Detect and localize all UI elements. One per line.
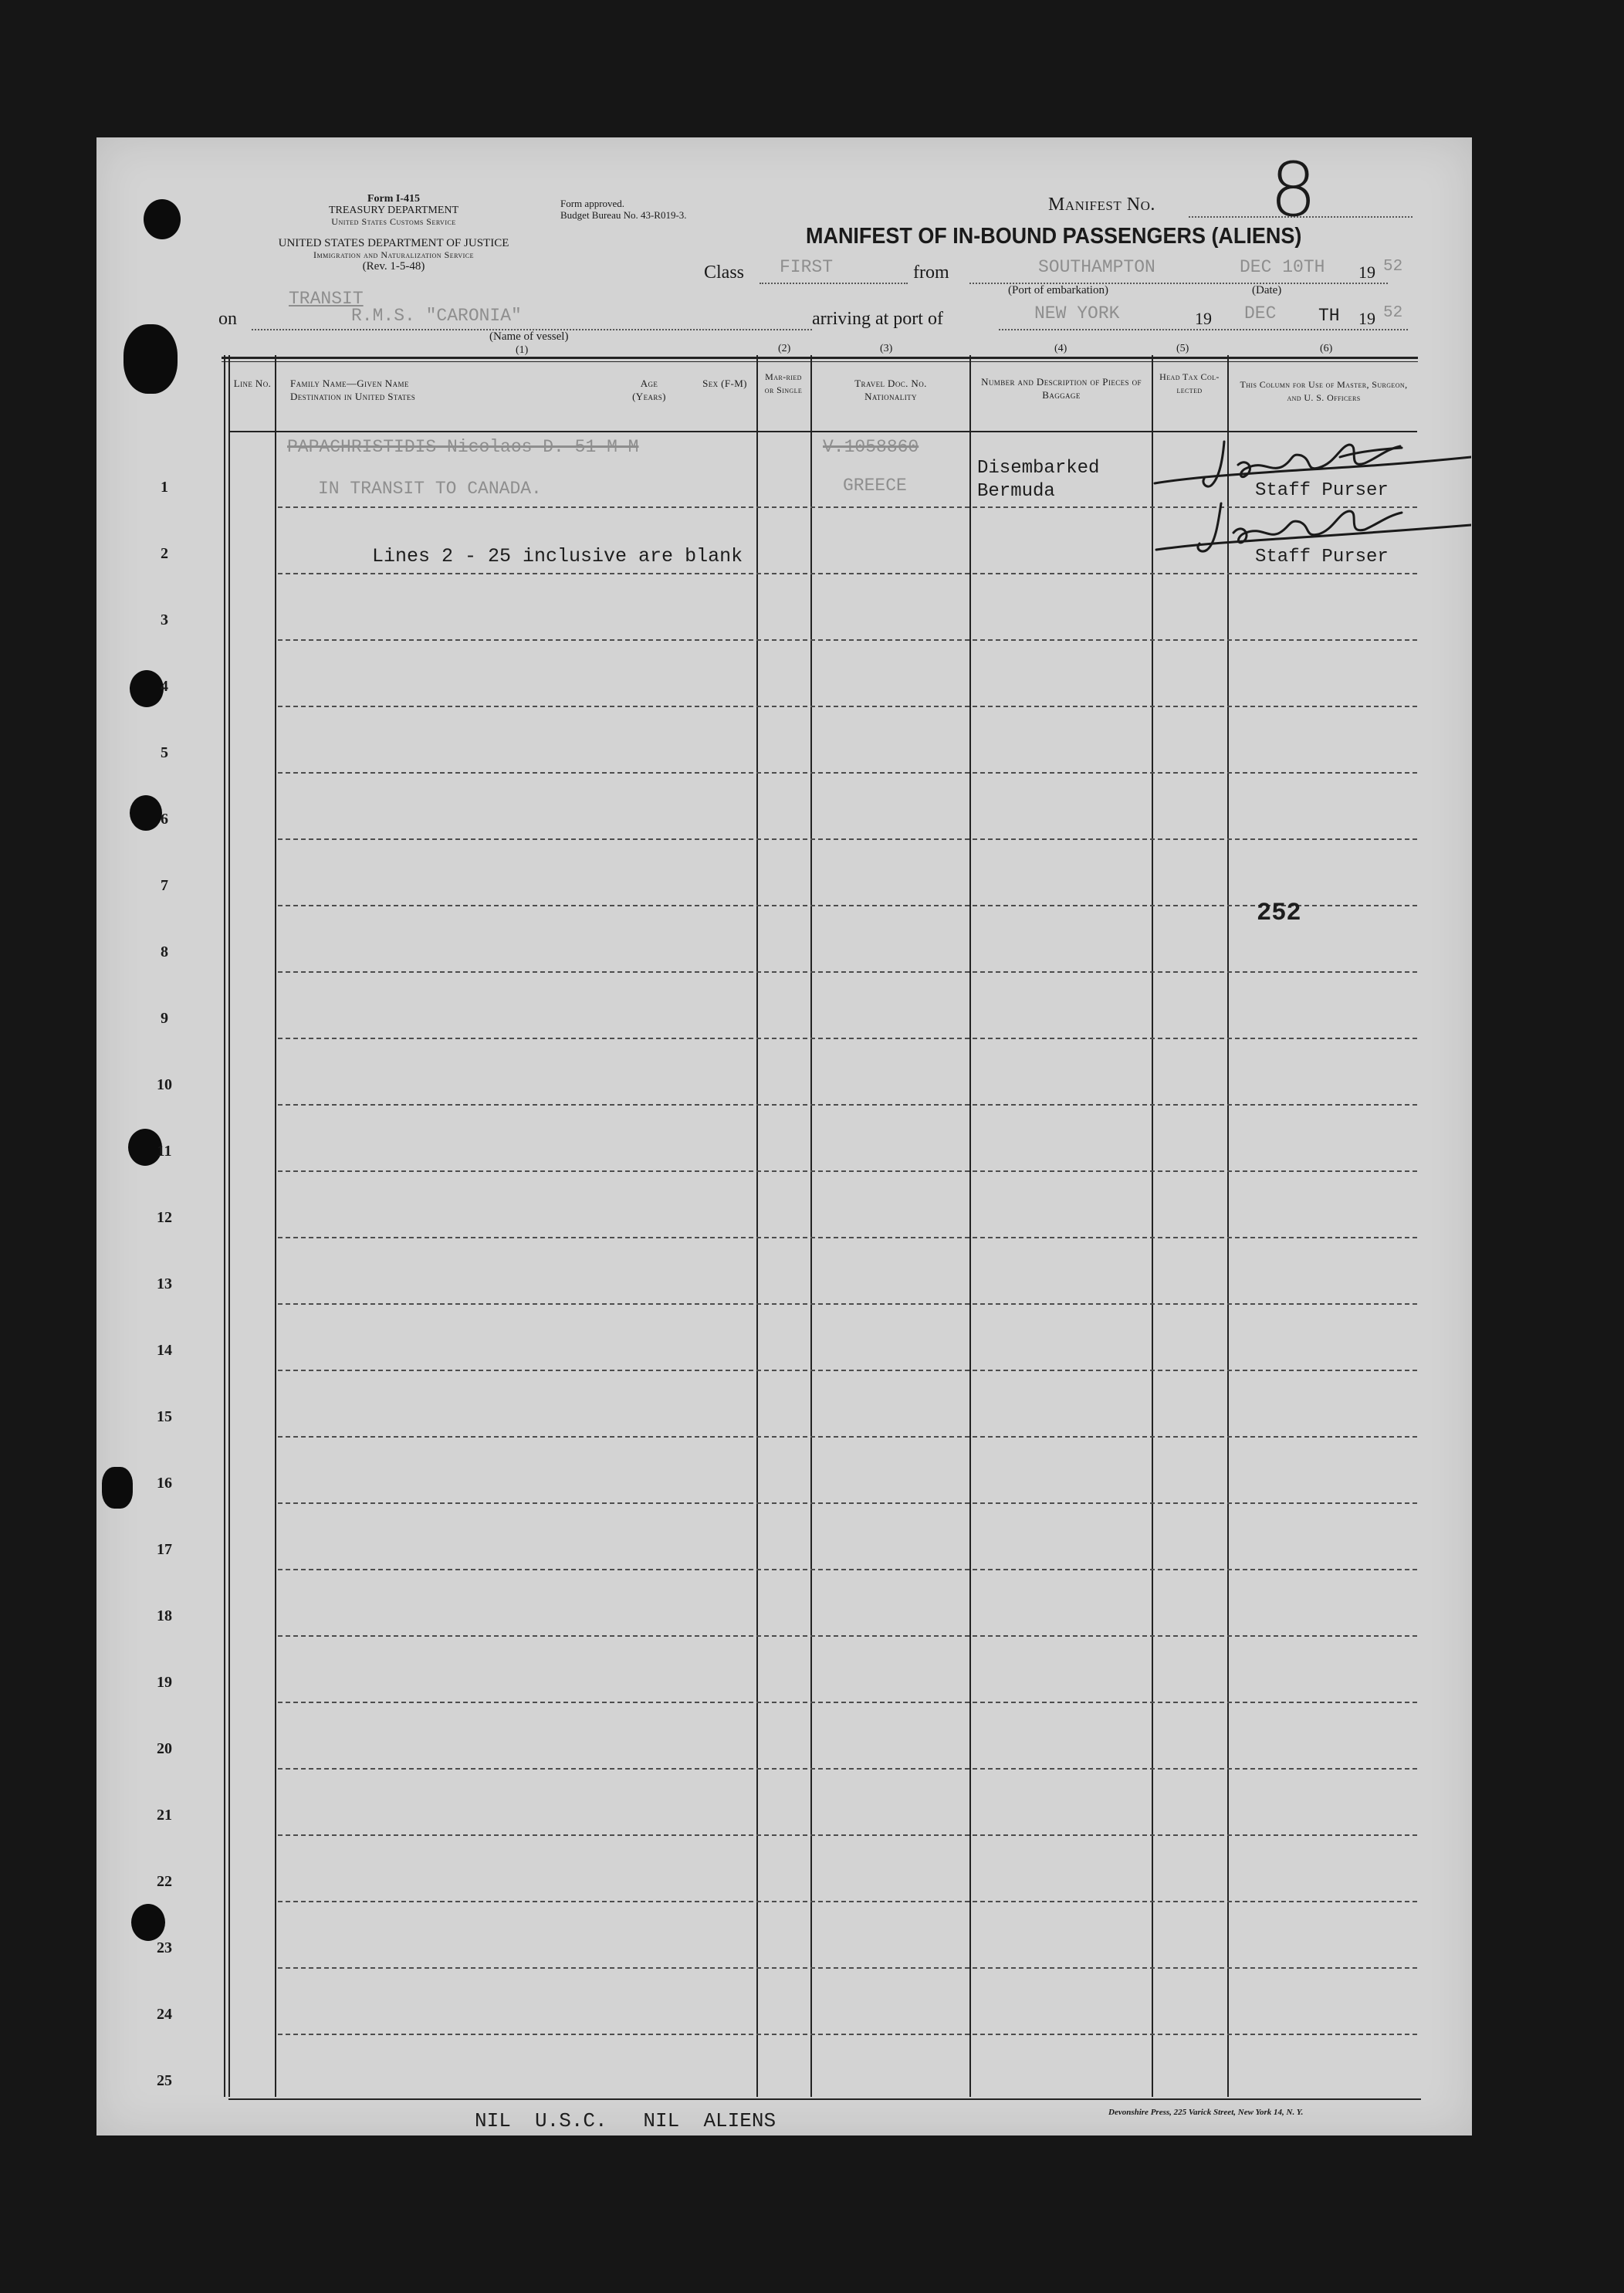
nil-aliens-note: NIL U.S.C. NIL ALIENS (475, 2109, 776, 2132)
manifest-no-label: Manifest No. (1048, 195, 1155, 215)
line-number: 22 (157, 1873, 172, 1890)
signature-stroke-4 (1340, 448, 1402, 457)
row-rule (278, 1901, 1417, 1902)
row-rule (278, 1834, 1417, 1836)
col-header-officers: This Column for Use of Master, Surgeon, and U. S. Officers (1240, 379, 1408, 403)
vessel-name: R.M.S. "CARONIA" (351, 306, 522, 326)
form-number: Form I-415 (367, 193, 421, 205)
treasury-department: TREASURY DEPARTMENT (328, 205, 459, 216)
arrival-port: NEW YORK (1034, 303, 1120, 323)
col-rule-left (224, 355, 225, 2097)
line-number: 20 (157, 1740, 172, 1757)
row2-blank-note: Lines 2 - 25 inclusive are blank (372, 545, 743, 567)
row-rule (278, 838, 1417, 840)
col-header-line-no: Line No. (233, 378, 272, 389)
row-rule (278, 1569, 1417, 1570)
punch-hole (131, 1904, 165, 1941)
row-rule (278, 1104, 1417, 1106)
col-header-baggage: Number and Description of Pieces of Baggage (981, 376, 1142, 401)
line-number: 5 (161, 744, 168, 761)
arriving-label: arriving at port of (812, 309, 943, 329)
transit-value: TRANSIT (289, 289, 364, 309)
printer-credit: Devonshire Press, 225 Varick Street, New York 14, N. Y. (1108, 2108, 1304, 2117)
col-num-5: (5) (1176, 343, 1189, 354)
ins-service: Immigration and Naturalization Service (313, 249, 474, 260)
table-top-rule (222, 357, 1418, 359)
arrival-year-prefix: 19 (1195, 309, 1212, 328)
row-rule (278, 905, 1417, 906)
row-rule (278, 1702, 1417, 1703)
arrival-th: TH (1318, 306, 1340, 326)
line-number: 8 (161, 943, 168, 960)
line-number: 14 (157, 1342, 172, 1359)
line-number: 15 (157, 1408, 172, 1425)
row-rule (278, 1038, 1417, 1039)
line-number: 11 (157, 1143, 172, 1160)
punch-hole (102, 1467, 133, 1509)
col-num-2: (2) (778, 343, 791, 354)
line-number: 2 (161, 545, 168, 562)
class-label: Class (704, 262, 745, 283)
justice-block (208, 238, 579, 273)
manifest-number: 8 (1270, 147, 1318, 233)
col-rule-left-2 (228, 355, 230, 2097)
col-header-travel-doc: Travel Doc. No. Nationality (854, 378, 927, 402)
vessel-caption: (Name of vessel) (489, 330, 569, 343)
col-header-destination: Destination in United States (290, 391, 416, 402)
row-rule (278, 1635, 1417, 1637)
class-line (760, 283, 908, 284)
from-label: from (913, 262, 949, 283)
line-number: 17 (157, 1541, 172, 1558)
from-value: SOUTHAMPTON (1038, 257, 1155, 277)
row-rule (278, 1502, 1417, 1504)
manifest-title: MANIFEST OF IN-BOUND PASSENGERS (ALIENS) (806, 224, 1302, 249)
line-number: 9 (161, 1010, 168, 1027)
budget-bureau: Budget Bureau No. 43-R019-3. (560, 209, 687, 221)
line-number: 18 (157, 1607, 172, 1624)
row-rule (278, 1303, 1417, 1305)
staff-purser-signatures (1147, 429, 1471, 568)
vessel-col-num: (1) (516, 344, 529, 356)
col-header-head-tax: Head Tax Col-lected (1159, 371, 1220, 395)
row7-number: 252 (1257, 899, 1301, 927)
col-rule-line-no (275, 355, 276, 2097)
row-rule (278, 573, 1417, 574)
row1-baggage (977, 457, 1099, 503)
row-rule (278, 706, 1417, 707)
signature-stroke-5 (1156, 525, 1471, 550)
row-rule (278, 1967, 1417, 1969)
row1-baggage-line2: Bermuda (977, 481, 1055, 502)
arrival-year-prefix-2: 19 (1358, 309, 1375, 328)
col-num-6: (6) (1320, 343, 1333, 354)
line-number: 3 (161, 611, 168, 628)
row1-destination: IN TRANSIT TO CANADA. (318, 479, 542, 499)
arrival-year: 52 (1383, 304, 1403, 322)
line-number: 1 (161, 479, 168, 496)
justice-department: UNITED STATES DEPARTMENT OF JUSTICE (278, 237, 509, 249)
col-header-age: Age (Years) (632, 378, 666, 402)
line-number: 21 (157, 1807, 172, 1824)
form-revision: (Rev. 1-5-48) (362, 260, 425, 273)
col-num-4: (4) (1054, 343, 1067, 354)
line-number: 25 (157, 2072, 172, 2089)
year-value: 52 (1383, 258, 1403, 276)
row-rule (278, 1170, 1417, 1172)
arrival-line (999, 329, 1408, 330)
punch-hole (144, 199, 181, 239)
signature-stroke-1 (1155, 457, 1471, 483)
row-rule (278, 1370, 1417, 1371)
row-rule (278, 2034, 1417, 2035)
line-number: 10 (157, 1076, 172, 1093)
row-rule (278, 1436, 1417, 1438)
year-prefix: 19 (1358, 262, 1375, 282)
approval-block (560, 198, 687, 221)
form-issuer-block (216, 193, 571, 228)
line-number: 23 (157, 1939, 172, 1956)
date-value: DEC 10TH (1240, 257, 1325, 277)
line-number: 24 (157, 2006, 172, 2023)
line-number: 12 (157, 1209, 172, 1226)
row-rule (278, 971, 1417, 973)
signature-stroke-7 (1233, 511, 1402, 543)
col-header-family-name: Family Name—Given Name (290, 378, 409, 389)
table-top-rule-2 (222, 361, 1418, 362)
struck-travel-doc: V.1058860 (823, 437, 919, 457)
line-number: 19 (157, 1674, 172, 1691)
date-caption: (Date) (1252, 284, 1282, 296)
form-approved: Form approved. (560, 198, 625, 209)
row-rule (278, 639, 1417, 641)
col-header-name (290, 377, 553, 403)
punch-hole (123, 324, 178, 394)
row-rule (278, 772, 1417, 774)
row-rule (278, 1768, 1417, 1770)
col-header-married: Mar-ried or Single (764, 371, 803, 395)
line-number: 16 (157, 1475, 172, 1492)
col-num-3: (3) (880, 343, 893, 354)
signature-stroke-2 (1203, 442, 1224, 486)
line-number: 13 (157, 1275, 172, 1292)
struck-passenger-name: PAPACHRISTIDIS Nicolaos D. 51 M M (287, 437, 639, 457)
line-number: 4 (161, 678, 168, 695)
table-bottom-rule (228, 2098, 1421, 2100)
row1-officer: Staff Purser (1255, 480, 1389, 501)
row-rule (278, 1237, 1417, 1238)
customs-service: United States Customs Service (331, 216, 456, 227)
port-embark-caption: (Port of embarkation) (1008, 284, 1108, 296)
line-number: 7 (161, 877, 168, 894)
arrival-date: DEC (1244, 303, 1277, 323)
row1-baggage-line1: Disembarked (977, 458, 1100, 479)
line-number: 6 (161, 811, 168, 828)
on-label: on (218, 309, 237, 329)
col-header-sex: Sex (F-M) (702, 378, 747, 389)
row2-officer: Staff Purser (1255, 547, 1389, 567)
class-value: FIRST (780, 257, 834, 277)
row1-nationality: GREECE (843, 476, 907, 496)
